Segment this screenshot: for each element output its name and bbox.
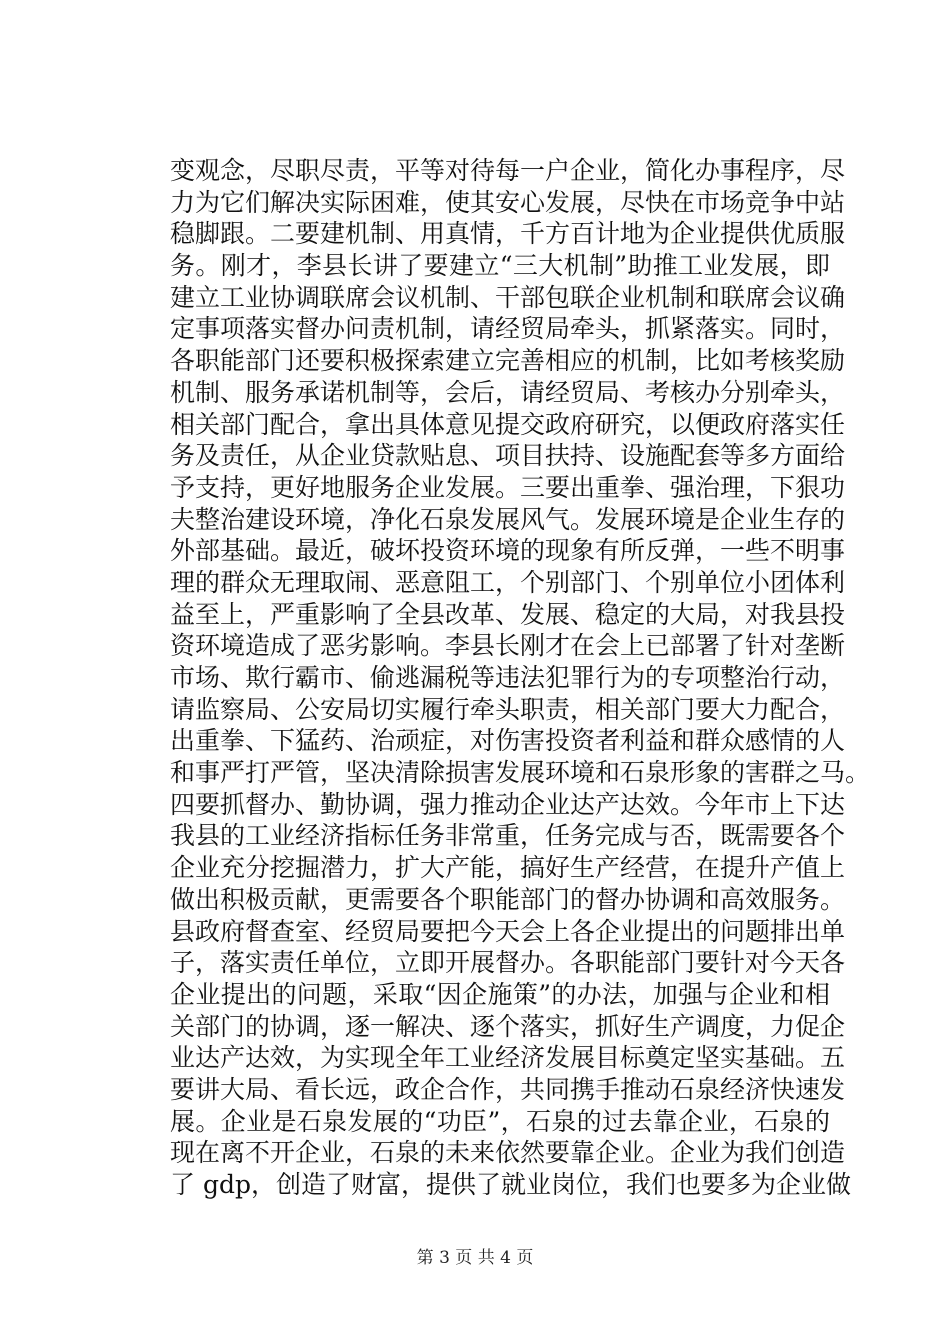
body-text	[170, 155, 871, 1201]
text-line-17: 市场、欺行霸市、偷逃漏税等违法犯罪行为的专项整治行动，	[170, 663, 846, 692]
text-line-23: 企业充分挖掘潜力，扩大产能，搞好生产经营，在提升产值上	[170, 853, 846, 883]
text-line-2: 力为它们解决实际困难，使其安心发展，尽快在市场竞争中站	[170, 187, 846, 217]
text-line-6: 定事项落实督办问责机制，请经贸局牵头，抓紧落实。同时，	[170, 314, 846, 344]
text-line-25: 县政府督查室、经贸局要把今天会上各企业提出的问题排出单	[170, 916, 846, 946]
text-line-31: 展。企业是石泉发展的“功臣”，石泉的过去靠企业，石泉的	[170, 1106, 830, 1136]
text-line-14: 理的群众无理取闹、恶意阻工，个别部门、个别单位小团体利	[170, 567, 846, 597]
text-line-21: 四要抓督办、勤协调，强力推动企业达产达效。今年市上下达	[170, 789, 846, 819]
text-line-30: 要讲大局、看长远，政企合作，共同携手推动石泉经济快速发	[170, 1074, 846, 1104]
text-line-29: 业达产达效，为实现全年工业经济发展目标奠定坚实基础。五	[170, 1043, 846, 1073]
text-line-28: 关部门的协调，逐一解决、逐个落实，抓好生产调度，力促企	[170, 1011, 846, 1041]
text-line-13: 外部基础。最近，破坏投资环境的现象有所反弹，一些不明事	[170, 536, 846, 566]
text-line-7: 各职能部门还要积极探索建立完善相应的机制，比如考核奖励	[170, 346, 846, 376]
text-line-20: 和事严打严管，坚决清除损害发展环境和石泉形象的害群之马。	[170, 758, 871, 788]
text-line-12: 夫整治建设环境，净化石泉发展风气。发展环境是企业生存的	[170, 504, 846, 534]
text-line-9: 相关部门配合，拿出具体意见提交政府研究，以便政府落实任	[170, 409, 846, 439]
text-line-18: 请监察局、公安局切实履行牵头职责，相关部门要大力配合，	[170, 694, 846, 724]
text-line-22: 我县的工业经济指标任务非常重，任务完成与否，既需要各个	[170, 821, 846, 851]
text-line-11: 予支持，更好地服务企业发展。三要出重拳、强治理，下狠功	[170, 472, 846, 502]
text-line-5: 建立工业协调联席会议机制、干部包联企业机制和联席会议确	[170, 282, 846, 312]
text-line-8: 机制、服务承诺机制等，会后，请经贸局、考核办分别牵头，	[170, 377, 846, 407]
text-line-10: 务及责任，从企业贷款贴息、项目扶持、设施配套等多方面给	[170, 441, 846, 471]
text-line-15: 益至上，严重影响了全县改革、发展、稳定的大局，对我县投	[170, 599, 846, 629]
text-line-16: 资环境造成了恶劣影响。李县长刚才在会上已部署了针对垄断	[170, 631, 846, 661]
text-line-32: 现在离不开企业，石泉的未来依然要靠企业。企业为我们创造	[170, 1138, 846, 1168]
text-line-1: 变观念，尽职尽责，平等对待每一户企业，简化办事程序，尽	[170, 156, 846, 185]
text-line-4: 务。刚才，李县长讲了要建立“三大机制”助推工业发展，即	[170, 251, 830, 281]
text-line-3: 稳脚跟。二要建机制、用真情，千方百计地为企业提供优质服	[170, 219, 846, 249]
text-line-26: 子，落实责任单位，立即开展督办。各职能部门要针对今天各	[170, 948, 846, 978]
text-line-27: 企业提出的问题，采取“因企施策”的办法，加强与企业和相	[170, 979, 830, 1009]
text-line-33: 了 gdp，创造了财富，提供了就业岗位，我们也要多为企业做	[170, 1170, 851, 1199]
page-number-footer: 第 3 页 共 4 页	[416, 1248, 534, 1268]
text-line-24: 做出积极贡献，更需要各个职能部门的督办协调和高效服务。	[170, 884, 846, 914]
text-line-19: 出重拳、下猛药、治顽症，对伤害投资者利益和群众感情的人	[170, 726, 846, 756]
